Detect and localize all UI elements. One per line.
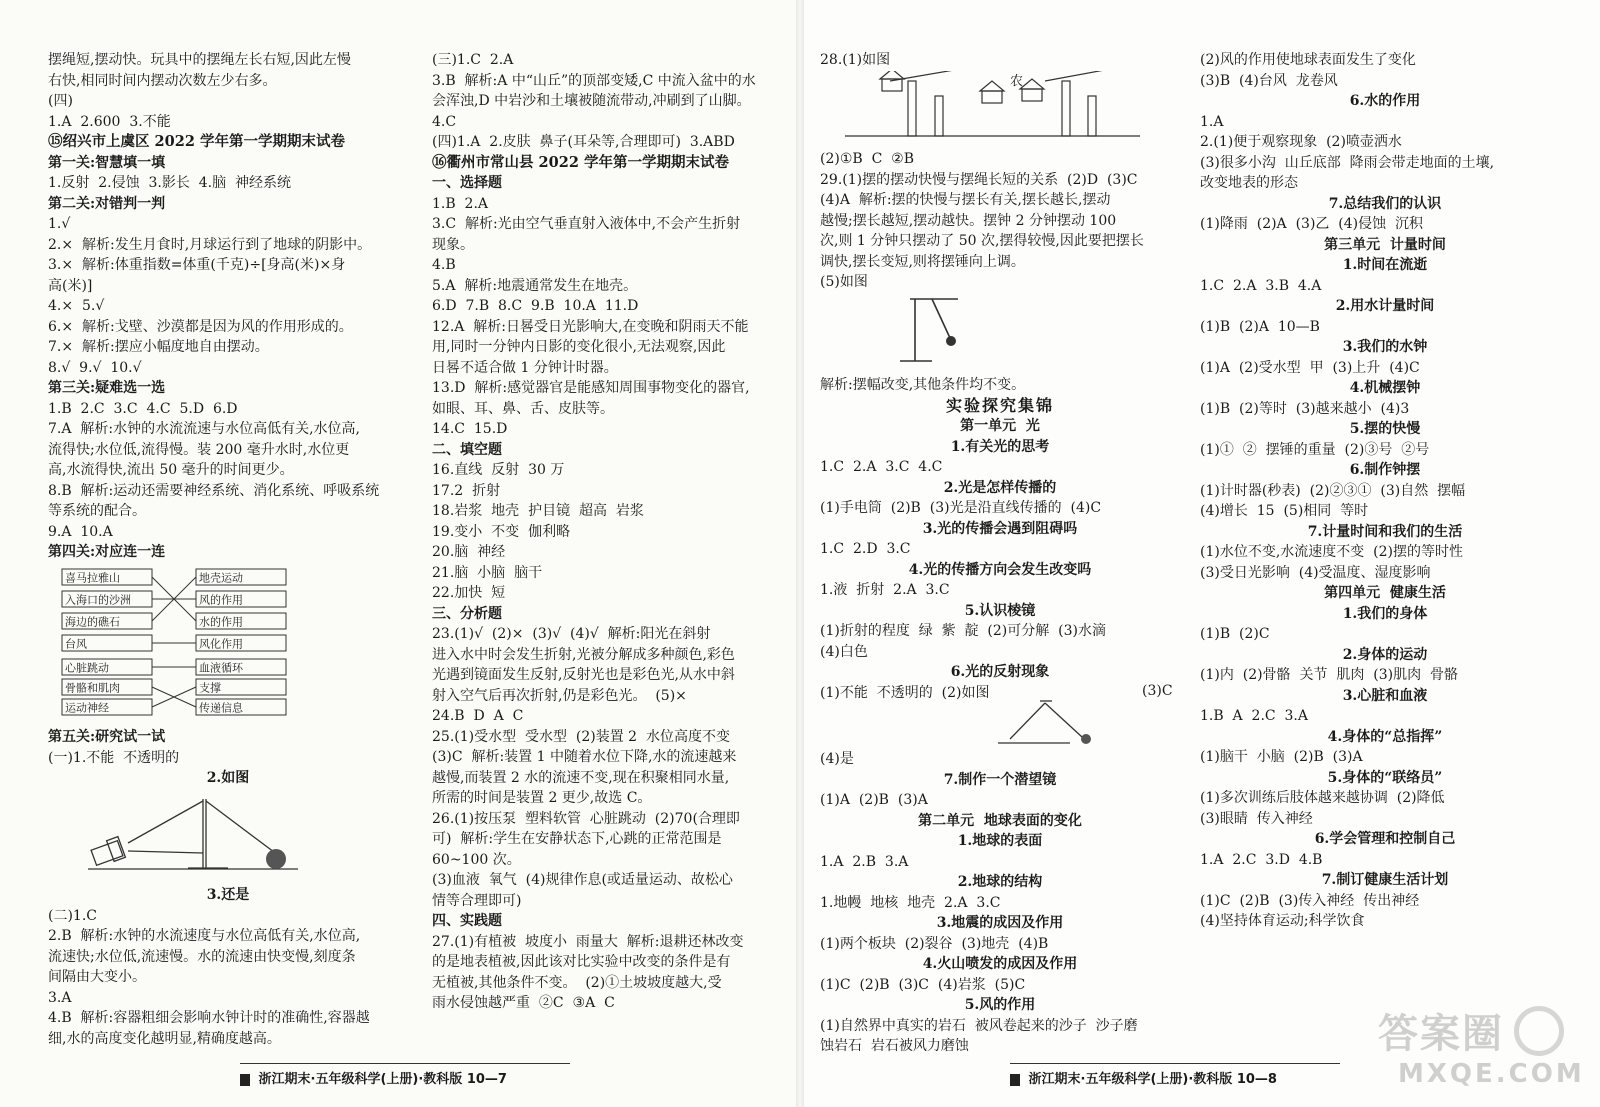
answer-line: (1)计时器(秒表) (2)②③① (3)自然 摆幅 <box>1200 482 1466 499</box>
footer-right <box>1010 1068 1277 1087</box>
match-label: 运动神经 <box>65 701 109 714</box>
answer-line: 高,水流得快,流出 50 毫升的时间更少。 <box>48 462 294 478</box>
answer-line: 24.B D A C <box>432 708 524 724</box>
answer-line: (3)受日光影响 (4)受温度、湿度影响 <box>1200 564 1431 581</box>
watermark-url: MXQE.COM <box>1398 1059 1585 1089</box>
answer-line: 3.B 解析:A 中“山丘”的顶部变矮,C 中流入盆中的水 <box>432 72 756 89</box>
answer-line: 13.D 解析:感觉器官是能感知周围事物变化的器官, <box>432 380 750 396</box>
answer-line: 的是地表植被,因此该对比实验中改变的条件是有 <box>432 954 731 970</box>
match-label: 地壳运动 <box>199 571 243 584</box>
answer-line: (3)眼睛 传入神经 <box>1200 810 1313 827</box>
column-3-unit-2 <box>820 749 1180 1057</box>
answer-line: (1)脑干 小脑 (2)B (3)A <box>1200 749 1363 765</box>
answer-line: (四)1.A 2.皮肤 鼻子(耳朵等,合理即可) 3.ABD <box>432 134 735 150</box>
answer-line: (1)C (2)B (3)传入神经 传出神经 <box>1200 892 1420 909</box>
answer-line: 1.A 2.C 3.D 4.B <box>1200 851 1323 868</box>
watermark-ring-icon <box>1514 1006 1564 1056</box>
answer-line: (1)水位不变,水流速度不变 (2)摆的等时性 <box>1200 544 1464 560</box>
answer-line: 雨水侵蚀越严重 ②C ③A C <box>432 995 615 1011</box>
answer-line: 1.地幔 地核 地壳 2.A 3.C <box>820 894 1001 911</box>
column-1-section-5 <box>48 727 408 789</box>
answer-line: (4)增长 15 (5)相同 等时 <box>1200 503 1369 519</box>
answer-line: 8.√ 9.√ 10.√ <box>48 359 142 376</box>
answer-line: (1)折射的程度 绿 紫 靛 (2)可分解 (3)水滴 <box>820 623 1106 639</box>
answer-line: 7.制作一个潜望镜 <box>943 771 1057 788</box>
ball-icon <box>266 849 286 869</box>
answer-line: (5)如图 <box>820 274 868 290</box>
watermark-text: 答案圈 <box>1378 1011 1504 1057</box>
match-label: 心脏跳动 <box>65 661 109 674</box>
match-label: 血液循环 <box>199 661 243 674</box>
answer-line: 12.A 解析:日晷受日光影响大,在变晚和阴雨天不能 <box>432 318 749 335</box>
answer-line: 2.地球的结构 <box>957 874 1043 890</box>
match-label: 传递信息 <box>199 701 243 714</box>
match-label: 喜马拉雅山 <box>65 571 120 584</box>
answer-line: 情等合理即可) <box>432 892 522 909</box>
answer-line: 第一单元 光 <box>960 418 1040 434</box>
answer-line: 无植被,其他条件不变。 (2)①土坡坡度越大,受 <box>432 974 722 991</box>
answer-line: 实验探究集锦 <box>945 395 1054 415</box>
answer-line: (3)很多小沟 山丘底部 降雨会带走地面的土壤, <box>1200 154 1495 171</box>
answer-line: 28.(1)如图 <box>820 52 891 68</box>
answer-line: 1.C 2.A 3.C 4.C <box>820 459 943 475</box>
column-1-section-5-cont <box>48 885 408 1049</box>
column-3-q28 <box>820 50 1180 71</box>
footer-right-text: 浙江期末·五年级科学(上册)·教科版 10—8 <box>1028 1072 1277 1087</box>
ball-icon <box>1081 734 1091 744</box>
answer-line: (1)内 (2)骨骼 关节 肌肉 (3)肌肉 骨骼 <box>1200 667 1458 683</box>
footer-left-text: 浙江期末·五年级科学(上册)·教科版 10—7 <box>258 1072 507 1087</box>
answer-line: 二、填空题 <box>432 441 502 458</box>
answer-line: 16.直线 反射 30 万 <box>432 462 565 478</box>
answer-line: 1.我们的身体 <box>1342 605 1428 622</box>
answer-line: 29.(1)摆的摆动快慢与摆绳长短的关系 (2)D (3)C <box>820 171 1138 188</box>
answer-line: (四) <box>48 93 73 109</box>
answer-line: 2.身体的运动 <box>1342 646 1428 663</box>
answer-line: 4.身体的“总指挥” <box>1327 728 1443 745</box>
answer-line: 越慢,而装置 2 水的流速不变,现在积聚相同水量, <box>432 769 730 786</box>
answer-column-3 <box>820 50 1180 1057</box>
answer-line: 进入水中时会发生折射,光被分解成多种颜色,彩色 <box>432 646 735 663</box>
answer-line: (2)风的作用使地球表面发生了变化 <box>1200 52 1416 68</box>
answer-line: ⑯衢州市常山县 2022 学年第一学期期末试卷 <box>432 153 729 171</box>
answer-line: 1.B 2.A <box>432 195 489 212</box>
answer-line: 日晷不适合做 1 分钟计时器。 <box>432 359 618 376</box>
answer-line: 5.摆的快慢 <box>1349 421 1421 437</box>
answer-line: 摆绳短,摆动快。玩具中的摆绳左长右短,因此左慢 <box>48 52 351 68</box>
answer-line: 1.B A 2.C 3.A <box>1200 708 1308 724</box>
match-label: 海边的礁石 <box>65 615 120 628</box>
answer-line: 7.总结我们的认识 <box>1328 195 1442 212</box>
answer-line: (1)C (2)B (3)C (4)岩浆 (5)C <box>820 976 1026 993</box>
answer-line: 会浑浊,D 中岩沙和土壤被随流带动,冲刷到了山脚。 <box>432 93 751 109</box>
answer-line: 第四单元 健康生活 <box>1324 585 1446 601</box>
answer-line: (1)B (2)A 10—B <box>1200 318 1320 335</box>
match-label: 水的作用 <box>199 615 243 628</box>
column-3-unit-1 <box>820 375 1180 703</box>
answer-line: 21.脑 小脑 脑干 <box>432 564 543 581</box>
watermark <box>1378 1002 1585 1092</box>
answer-line: (3)B (4)台风 龙卷风 <box>1200 72 1338 89</box>
answer-line: (二)1.C <box>48 907 97 924</box>
answer-line: 5.风的作用 <box>964 997 1036 1013</box>
answer-line: 3.还是 <box>206 887 250 903</box>
answer-line: 25.(1)受水型 受水型 (2)装置 2 水位高度不变 <box>432 728 730 745</box>
answer-line: 四、实践题 <box>432 913 502 929</box>
figure-label: 农 <box>1010 73 1024 89</box>
answer-line: 1.液 折射 2.A 3.C <box>820 582 950 598</box>
answer-line: 7.× 解析:摆应小幅度地自由摆动。 <box>48 339 269 355</box>
answer-line: 3.我们的水钟 <box>1342 339 1428 355</box>
answer-line: 1.√ <box>48 216 71 232</box>
answer-line: 第一关:智慧填一填 <box>48 154 166 171</box>
answer-column-1 <box>48 50 408 1049</box>
match-label: 入海口的沙洲 <box>65 593 131 606</box>
footer-bar-icon <box>240 1074 250 1086</box>
answer-line: (三)1.C 2.A <box>432 52 514 68</box>
answer-line: (一)1.不能 不透明的 <box>48 749 180 766</box>
answer-line: (4)是 <box>820 751 854 767</box>
answer-line: 细,水的高度变化越明显,精确度越高。 <box>48 1030 281 1047</box>
answer-line: 27.(1)有植被 坡度小 雨量大 解析:退耕还林改变 <box>432 933 744 950</box>
answer-line: (1)B (2)C <box>1200 626 1270 642</box>
answer-line: 6.× 解析:戈壁、沙漠都是因为风的作用形成的。 <box>48 318 353 335</box>
answer-line: 20.脑 神经 <box>432 544 506 560</box>
footer-rule <box>1010 1063 1340 1064</box>
answer-line: 流得快;水位低,流得慢。装 200 毫升水时,水位更 <box>48 441 350 458</box>
answer-line: 19.变小 不变 伽利略 <box>432 523 571 540</box>
answer-line: 1.C 2.A 3.B 4.A <box>1200 277 1322 294</box>
answer-line: 所需的时间是装置 2 更少,故选 C。 <box>432 790 652 806</box>
answer-line: 等系统的配合。 <box>48 503 146 519</box>
pendulum-bob-icon <box>946 336 956 346</box>
answer-line: (1)多次训练后肢体越来越协调 (2)降低 <box>1200 790 1445 806</box>
answer-line: 26.(1)按压泵 塑料软管 心脏跳动 (2)70(合理即 <box>432 810 740 827</box>
answer-line: 2.× 解析:发生月食时,月球运行到了地球的阴影中。 <box>48 236 372 253</box>
answer-line: (3)C 解析:装置 1 中随着水位下降,水的流速越来 <box>432 749 737 765</box>
answer-line: 1.C 2.D 3.C <box>820 541 911 557</box>
answer-line: (1)不能 不透明的 (2)如图 <box>820 684 990 701</box>
answer-line: (4)白色 <box>820 643 868 660</box>
answer-3c: (3)C <box>1142 683 1173 699</box>
match-label: 风的作用 <box>199 593 243 606</box>
answer-line: 7.A 解析:水钟的水流流速与水位高低有关,水位高, <box>48 421 360 437</box>
answer-line: 4.B <box>432 257 456 273</box>
answer-line: 1.地球的表面 <box>957 833 1043 849</box>
answer-line: 1.反射 2.侵蚀 3.影长 4.脑 神经系统 <box>48 175 292 191</box>
answer-line: 4.机械摆钟 <box>1349 380 1421 396</box>
answer-line: 间隔由大变小。 <box>48 969 146 985</box>
answer-line: 调快,摆长变短,则将摆锤向上调。 <box>820 253 1025 270</box>
answer-line: 4.光的传播方向会发生改变吗 <box>908 561 1092 578</box>
answer-line: (1)A (2)受水型 甲 (3)上升 (4)C <box>1200 359 1420 376</box>
answer-line: 现象。 <box>432 236 474 253</box>
match-label: 风化作用 <box>199 637 243 650</box>
answer-line: 可) 解析:学生在安静状态下,心跳的正常范围是 <box>432 831 722 847</box>
answer-line: 6.制作钟摆 <box>1349 462 1421 478</box>
answer-line: 1.A 2.B 3.A <box>820 853 909 870</box>
answer-line: 3.心脏和血液 <box>1342 687 1428 704</box>
answer-line: (3)血液 氧气 (4)规律作息(或适量运动、故松心 <box>432 872 733 888</box>
answer-line: 5.A 解析:地震通常发生在地壳。 <box>432 277 638 294</box>
answer-line: 1.A <box>1200 113 1224 130</box>
answer-column-2 <box>432 50 782 1014</box>
match-label: 骨骼和肌肉 <box>65 681 120 694</box>
answer-line: 高(米)] <box>48 277 93 294</box>
answer-line: 第三单元 计量时间 <box>1324 236 1446 253</box>
answer-line: 2.如图 <box>206 770 250 786</box>
answer-line: 1.A 2.600 3.不能 <box>48 113 171 130</box>
match-label: 台风 <box>65 637 87 650</box>
answer-line: 8.B 解析:运动还需要神经系统、消化系统、呼吸系统 <box>48 482 380 499</box>
answer-line: 2.光是怎样传播的 <box>943 479 1057 496</box>
answer-line: 2.用水计量时间 <box>1335 298 1435 314</box>
answer-line: 改变地表的形态 <box>1200 175 1298 191</box>
answer-line: 蚀岩石 岩石被风力磨蚀 <box>820 1038 969 1054</box>
match-label: 支撑 <box>199 681 221 694</box>
footer-left <box>240 1068 507 1087</box>
answer-line: (1)① ② 摆锤的重量 (2)③号 ②号 <box>1200 441 1430 458</box>
answer-line: 解析:摆幅改变,其他条件均不变。 <box>820 377 1026 393</box>
answer-line: 9.A 10.A <box>48 523 113 540</box>
answer-line: 6.学会管理和控制自己 <box>1314 831 1456 847</box>
answer-line: 第五关:研究试一试 <box>48 729 166 745</box>
answer-line: (1)B (2)等时 (3)越来越小 (4)3 <box>1200 400 1410 417</box>
answer-line: 第三关:疑难选一选 <box>48 380 166 396</box>
answer-line: (2)①B C ②B <box>820 151 915 167</box>
answer-line: 1.时间在流逝 <box>1342 257 1428 273</box>
page-gutter <box>796 0 804 1107</box>
answer-line: 3.光的传播会遇到阻碍吗 <box>922 520 1078 537</box>
answer-line: 三、分析题 <box>432 605 502 622</box>
answer-line: 第二关:对错判一判 <box>48 195 166 212</box>
answer-line: 用,同时一分钟内日影的变化很小,无法观察,因此 <box>432 339 726 355</box>
column-3-q29 <box>820 149 1180 293</box>
answer-line: 60~100 次。 <box>432 851 521 868</box>
answer-line: 3.× 解析:体重指数=体重(千克)÷[身高(米)×身 <box>48 257 346 273</box>
answer-line: (1)降雨 (2)A (3)乙 (4)侵蚀 沉积 <box>1200 216 1424 232</box>
answer-line: 射入空气后再次折射,仍是彩色光。 (5)× <box>432 687 687 704</box>
answer-line: 4.火山喷发的成因及作用 <box>922 956 1078 972</box>
answer-line: 第四关:对应连一连 <box>48 544 166 560</box>
answer-line: 光遇到镜面发生反射,反射光也是彩色光,从水中斜 <box>432 667 735 683</box>
answer-line: 越慢;摆长越短,摆动越快。摆钟 2 分钟摆动 100 <box>820 212 1117 229</box>
column-1-text <box>48 50 408 563</box>
footer-rule <box>240 1063 570 1064</box>
answer-line: 2.B 解析:水钟的水流速度与水位高低有关,水位高, <box>48 928 361 944</box>
answer-line: 6.D 7.B 8.C 9.B 10.A 11.D <box>432 298 639 314</box>
answer-line: 如眼、耳、鼻、舌、皮肤等。 <box>432 400 614 417</box>
answer-line: 23.(1)√ (2)× (3)√ (4)√ 解析:阳光在斜射 <box>432 626 711 642</box>
answer-line: ⑮绍兴市上虞区 2022 学年第一学期期末试卷 <box>48 133 345 150</box>
answer-line: (4)坚持体育运动;科学饮食 <box>1200 913 1365 929</box>
answer-line: 14.C 15.D <box>432 421 508 437</box>
answer-line: 5.身体的“联络员” <box>1327 769 1443 786</box>
answer-line: 18.岩浆 地壳 护目镜 超高 岩浆 <box>432 503 644 519</box>
answer-line: 2.(1)便于观察现象 (2)喷壶洒水 <box>1200 134 1402 150</box>
answer-line: (1)A (2)B (3)A <box>820 792 928 808</box>
column-2-text <box>432 50 782 1014</box>
answer-line: 次,则 1 分钟只摆动了 50 次,摆得较慢,因此要把摆长 <box>820 233 1144 249</box>
answer-column-4 <box>1200 50 1570 932</box>
answer-line: (1)手电筒 (2)B (3)光是沿直线传播的 (4)C <box>820 500 1102 516</box>
answer-line: 6.水的作用 <box>1349 93 1421 109</box>
answer-line: 4.× 5.√ <box>48 298 105 314</box>
answer-line: 7.制订健康生活计划 <box>1321 872 1449 888</box>
answer-line: (4)A 解析:摆的快慢与摆长有关,摆长越长,摆动 <box>820 192 1111 208</box>
answer-line: 4.B 解析:容器粗细会影响水钟计时的准确性,容器越 <box>48 1010 370 1026</box>
answer-line: 1.有关光的思考 <box>950 438 1050 455</box>
answer-line: 4.C <box>432 113 457 130</box>
answer-line: 1.B 2.C 3.C 4.C 5.D 6.D <box>48 400 238 417</box>
answer-line: 第二单元 地球表面的变化 <box>918 812 1082 829</box>
answer-line: 3.地震的成因及作用 <box>936 915 1064 931</box>
light-blocking-figure <box>48 793 408 875</box>
answer-line: 3.C 解析:光由空气垂直射入液体中,不会产生折射 <box>432 216 741 232</box>
matching-diagram <box>48 567 408 717</box>
answer-line: 5.认识棱镜 <box>964 602 1036 619</box>
column-4-text <box>1200 50 1570 932</box>
answer-line: (1)自然界中真实的岩石 被风卷起来的沙子 沙子磨 <box>820 1017 1138 1034</box>
answer-line: 右快,相同时间内摆动次数左少右多。 <box>48 72 277 89</box>
answer-line: 17.2 折射 <box>432 482 501 499</box>
answer-line: 6.光的反射现象 <box>950 664 1050 680</box>
answer-line: 7.计量时间和我们的生活 <box>1307 523 1463 540</box>
answer-line: 流速快;水位低,流速慢。水的流速由快变慢,刻度条 <box>48 948 356 965</box>
answer-line: 3.A <box>48 989 72 1006</box>
erosion-experiment-figure <box>820 71 1180 143</box>
pendulum-figure <box>820 293 1180 369</box>
footer-bar-icon <box>1010 1074 1020 1086</box>
answer-line: (1)两个板块 (2)裂谷 (3)地壳 (4)B <box>820 935 1049 952</box>
answer-line: 22.加快 短 <box>432 585 506 601</box>
answer-line: 一、选择题 <box>432 175 502 191</box>
